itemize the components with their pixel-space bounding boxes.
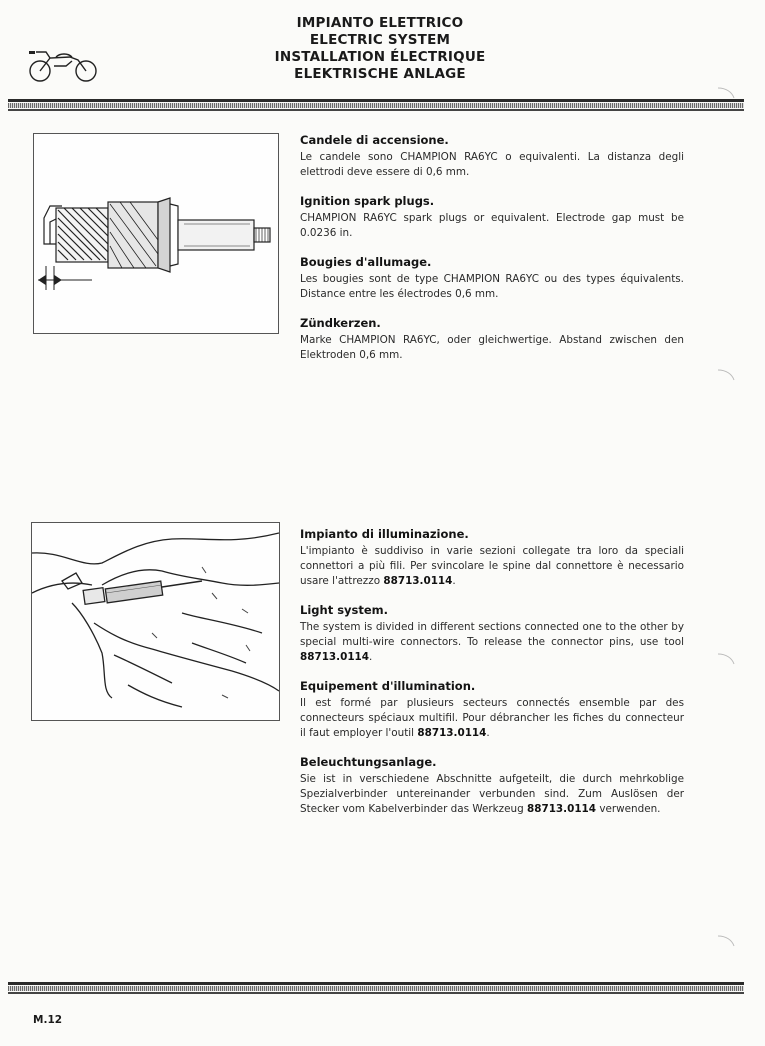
section-heading: Beleuchtungsanlage. [300, 755, 437, 769]
section-body: The system is divided in different sections connected one to the other by special multi-wire connectors. To release the connector pins, use tool [300, 621, 684, 648]
section-body-end: . [369, 651, 373, 663]
section-heading: Impianto di illuminazione. [300, 527, 469, 541]
light-system-text-block [300, 527, 684, 831]
section-body: Il est formé par plusieurs secteurs connectés ensemble par des connecteurs spéciaux multifil. Pour débrancher les fiches du connecteur il faut employer l'outil [300, 697, 684, 739]
section-body-end: . [486, 727, 490, 739]
tool-code: 88713.0114 [527, 803, 597, 815]
header-divider [8, 99, 744, 111]
tool-code: 88713.0114 [417, 727, 487, 739]
title-de: ELEKTRISCHE ANLAGE [294, 66, 466, 82]
page-number: M.12 [33, 1014, 63, 1026]
section-body: Les bougies sont de type CHAMPION RA6YC ou des types équivalents. Distance entre les électrodes 0,6 mm. [300, 273, 684, 300]
section-body-wrap [300, 620, 684, 665]
motorcycle-icon [26, 44, 98, 84]
title-fr: INSTALLATION ÉLECTRIQUE [274, 49, 486, 65]
section-fr [300, 255, 684, 302]
section-body: L'impianto è suddiviso in varie sezioni collegate tra loro da speciali connettori a più fili. Per svincolare le spine dal connettore è necessario usare l'attrezzo [300, 545, 684, 587]
title-it: IMPIANTO ELETTRICO [296, 15, 464, 31]
section-de [300, 755, 684, 817]
section-body: Marke CHAMPION RA6YC, oder gleichwertige. Abstand zwischen den Elektroden 0,6 mm. [300, 334, 684, 361]
connector-tool-illustration [31, 522, 280, 721]
binder-hole-mark [716, 934, 738, 948]
binder-hole-mark [716, 652, 738, 666]
section-body-wrap [300, 696, 684, 741]
footer-divider [8, 982, 744, 994]
section-de [300, 316, 684, 363]
section-heading: Ignition spark plugs. [300, 194, 435, 208]
section-heading: Light system. [300, 603, 389, 617]
spark-plug-text-block [300, 133, 684, 377]
section-body: Sie ist in verschiedene Abschnitte aufgeteilt, die durch mehrkoblige Spezialverbinder untereinander verbunden sind. Zum Auslösen der Stecker vom Kabelverbinder das Werkzeug [300, 773, 684, 815]
binder-hole-mark [716, 86, 738, 100]
section-heading: Candele di accensione. [300, 133, 449, 147]
section-body-wrap [300, 544, 684, 589]
section-heading: Zündkerzen. [300, 316, 381, 330]
section-it [300, 527, 684, 589]
binder-hole-mark [716, 368, 738, 382]
section-body-end: verwenden. [596, 803, 661, 815]
section-body: Le candele sono CHAMPION RA6YC o equivalenti. La distanza degli elettrodi deve essere di 0,6 mm. [300, 151, 684, 178]
section-heading: Equipement d'illumination. [300, 679, 476, 693]
section-fr [300, 679, 684, 741]
section-en [300, 603, 684, 665]
section-heading: Bougies d'allumage. [300, 255, 432, 269]
section-it [300, 133, 684, 180]
section-body: CHAMPION RA6YC spark plugs or equivalent. Electrode gap must be 0.0236 in. [300, 212, 684, 239]
section-body-end: . [452, 575, 456, 587]
page-title-block [230, 15, 530, 83]
title-en: ELECTRIC SYSTEM [309, 32, 451, 48]
tool-code: 88713.0114 [383, 575, 453, 587]
tool-code: 88713.0114 [300, 651, 370, 663]
spark-plug-illustration [33, 133, 279, 334]
section-en [300, 194, 684, 241]
section-body-wrap [300, 772, 684, 817]
